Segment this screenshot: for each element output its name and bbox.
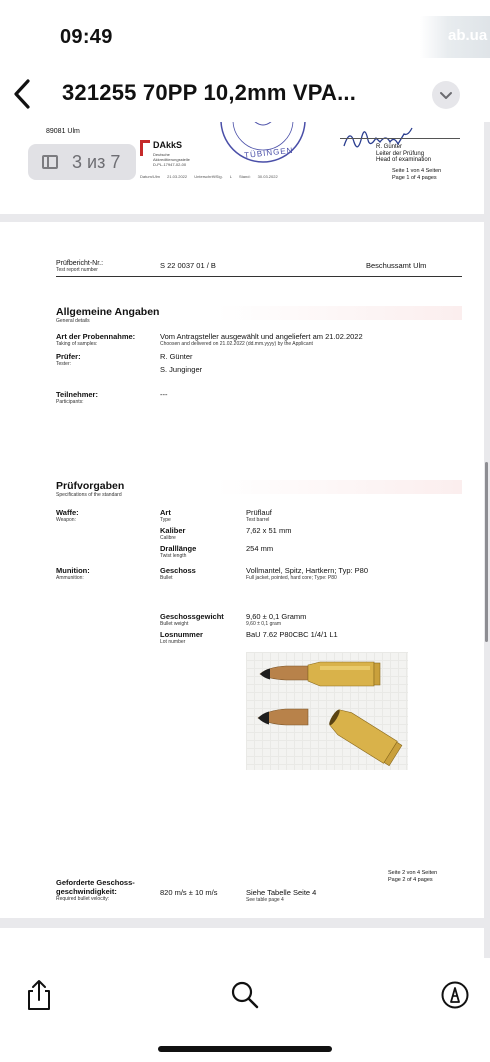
markup-icon (438, 978, 472, 1012)
tester-name: R. Günter (160, 352, 193, 361)
page-number-en: Page 2 of 4 pages (388, 877, 433, 883)
bullet-label: Geschoss (160, 566, 196, 575)
signature-line (340, 138, 460, 139)
velocity-label-en: Required bullet velocity: (56, 896, 110, 902)
svg-text:TÜBINGEN: TÜBINGEN (243, 145, 294, 160)
calibre-label: Kaliber (160, 526, 186, 535)
sidebar-icon (42, 155, 58, 169)
weapon-label: Waffe: (56, 508, 79, 517)
signatory-name: R. Günter (376, 144, 403, 150)
report-office: Beschussamt Ulm (366, 261, 427, 270)
report-number-label: Prüfbericht-Nr.: (56, 260, 104, 267)
lot-label: Losnummer (160, 630, 203, 639)
watermark: ab.ua (420, 16, 490, 58)
type-value: Prüflauf (246, 508, 272, 517)
ammo-label-block (56, 566, 90, 581)
share-icon (22, 978, 56, 1012)
bullet-value-block (246, 566, 368, 581)
report-number: S 22 0037 01 / B (160, 261, 216, 270)
signatory-role-en: Head of examination (376, 157, 432, 163)
section-specs-heading (56, 480, 124, 498)
sample-label: Art der Probennahme: (56, 332, 136, 341)
document-viewer[interactable] (0, 122, 490, 958)
dakks-sub (153, 152, 190, 167)
section-specs-title: Prüfvorgaben (56, 480, 125, 492)
signatory-role-de: Leiter der Prüfung (376, 150, 425, 157)
official-seal (218, 122, 308, 168)
type-value-block (246, 508, 272, 523)
title-menu-button[interactable] (432, 81, 460, 109)
dakks-logo (140, 136, 212, 170)
weight-label: Geschossgewicht (160, 612, 224, 621)
signatory-block (376, 144, 431, 164)
page-number-de: Seite 2 von 4 Seiten (388, 870, 438, 876)
participants-label-block (56, 390, 98, 405)
sample-value-en: Choosen and delivered on 21.02.2022 (dd.mm.yyyy) by the Applicant (160, 341, 313, 347)
chevron-down-icon (432, 81, 460, 109)
ammo-label: Munition: (56, 566, 90, 575)
bullet-label-block (160, 566, 196, 581)
sample-label-block (56, 332, 135, 347)
page-number-block (392, 168, 441, 182)
velocity-note-block (246, 888, 316, 903)
tester-label-en: Tester: (56, 361, 72, 367)
dakks-sub-2: Akkreditierungsstelle (153, 157, 190, 162)
scroll-indicator[interactable] (485, 462, 488, 642)
header-rule (56, 276, 462, 277)
page-number-de: Seite 1 von 4 Seiten (392, 168, 442, 174)
lot-value: BaU 7.62 P80CBC 1/4/1 L1 (246, 630, 338, 639)
tester-name: S. Junginger (160, 365, 203, 374)
report-number-label-en: Test report number (56, 267, 98, 273)
velocity-label-line1: Geforderte Geschoss- (56, 878, 135, 887)
bullet-label-en: Bullet (160, 575, 173, 581)
page1-footer: Datum/Ulm 21.03.2022 Unterschrift/Sig. L Stand: 30.03.2022 (140, 174, 278, 179)
bullet-value-en: Full jacket, pointed, hard core; Type: P80 (246, 575, 337, 581)
weight-value-en: 9,60 ± 0,1 gram (246, 621, 281, 627)
home-indicator (158, 1046, 332, 1052)
report-number-label-block (56, 260, 103, 273)
ammunition-photo (246, 652, 408, 770)
document-title: 321255 70PP 10,2mm VPA... (62, 80, 357, 105)
velocity-label-line2: geschwindigkeit: (56, 887, 117, 896)
participants-value: --- (160, 390, 168, 399)
nav-bar (0, 68, 490, 122)
twist-value: 254 mm (246, 544, 274, 553)
calibre-label-en: Calibre (160, 535, 176, 541)
calibre-label-block (160, 526, 185, 541)
participants-label-en: Participants: (56, 399, 84, 405)
velocity-value: 820 m/s ± 10 m/s (160, 888, 218, 897)
page-indicator-label: 3 из 7 (72, 152, 121, 172)
search-icon (228, 978, 262, 1012)
search-button[interactable] (228, 978, 262, 1012)
page-indicator[interactable] (28, 144, 136, 180)
section-general-title: Allgemeine Angaben (56, 306, 160, 318)
lot-label-block (160, 630, 203, 645)
velocity-note-en: See table page 4 (246, 897, 284, 903)
dakks-sub-3: D-PL-17947-02-00 (153, 162, 187, 167)
share-button[interactable] (22, 978, 56, 1012)
participants-label: Teilnehmer: (56, 390, 98, 399)
velocity-note: Siehe Tabelle Seite 4 (246, 888, 317, 897)
lot-label-en: Lot number (160, 639, 186, 645)
dakks-sub-1: Deutsche (153, 152, 170, 157)
type-label-block (160, 508, 171, 523)
weapon-label-en: Weapon: (56, 517, 76, 523)
weight-value-block (246, 612, 306, 627)
type-label-en: Type (160, 517, 171, 523)
page-number-en: Page 1 of 4 pages (392, 175, 437, 181)
twist-label-en: Twist length (160, 553, 187, 559)
bullet-value: Vollmantel, Spitz, Hartkern; Typ: P80 (246, 566, 369, 575)
bottom-toolbar (0, 958, 490, 1062)
pdf-page-2 (0, 222, 484, 918)
section-general-title-en: General details (56, 318, 90, 324)
weapon-label-block (56, 508, 79, 523)
tester-list (160, 352, 202, 374)
chevron-left-icon (8, 74, 38, 114)
calibre-value: 7,62 x 51 mm (246, 526, 292, 535)
back-button[interactable] (8, 74, 38, 114)
markup-button[interactable] (438, 978, 472, 1012)
sample-label-en: Taking of samples: (56, 341, 98, 347)
cartridge-image (246, 652, 408, 770)
twist-label-block (160, 544, 196, 559)
dakks-mark (140, 140, 150, 156)
type-value-en: Test barrel (246, 517, 270, 523)
twist-label: Dralllänge (160, 544, 197, 553)
status-bar (0, 0, 490, 60)
weight-label-en: Bullet weight (160, 621, 189, 627)
type-label: Art (160, 508, 171, 517)
sample-value: Vom Antragsteller ausgewählt und angeliefert am 21.02.2022 (160, 332, 363, 341)
address-city: 89081 Ulm (46, 128, 80, 135)
section-general-heading (56, 306, 159, 324)
tester-label: Prüfer: (56, 352, 81, 361)
weight-value: 9,60 ± 0,1 Gramm (246, 612, 307, 621)
velocity-label-block (56, 878, 135, 902)
page-number-block (388, 870, 437, 884)
pdf-page-3 (0, 928, 484, 958)
dakks-name: DAkkS (153, 140, 183, 150)
weight-label-block (160, 612, 224, 627)
section-specs-title-en: Specifications of the standard (56, 492, 122, 498)
status-time: 09:49 (60, 26, 113, 48)
ammo-label-en: Ammunition: (56, 575, 84, 581)
sample-value-block (160, 332, 363, 347)
tester-label-block (56, 352, 81, 367)
